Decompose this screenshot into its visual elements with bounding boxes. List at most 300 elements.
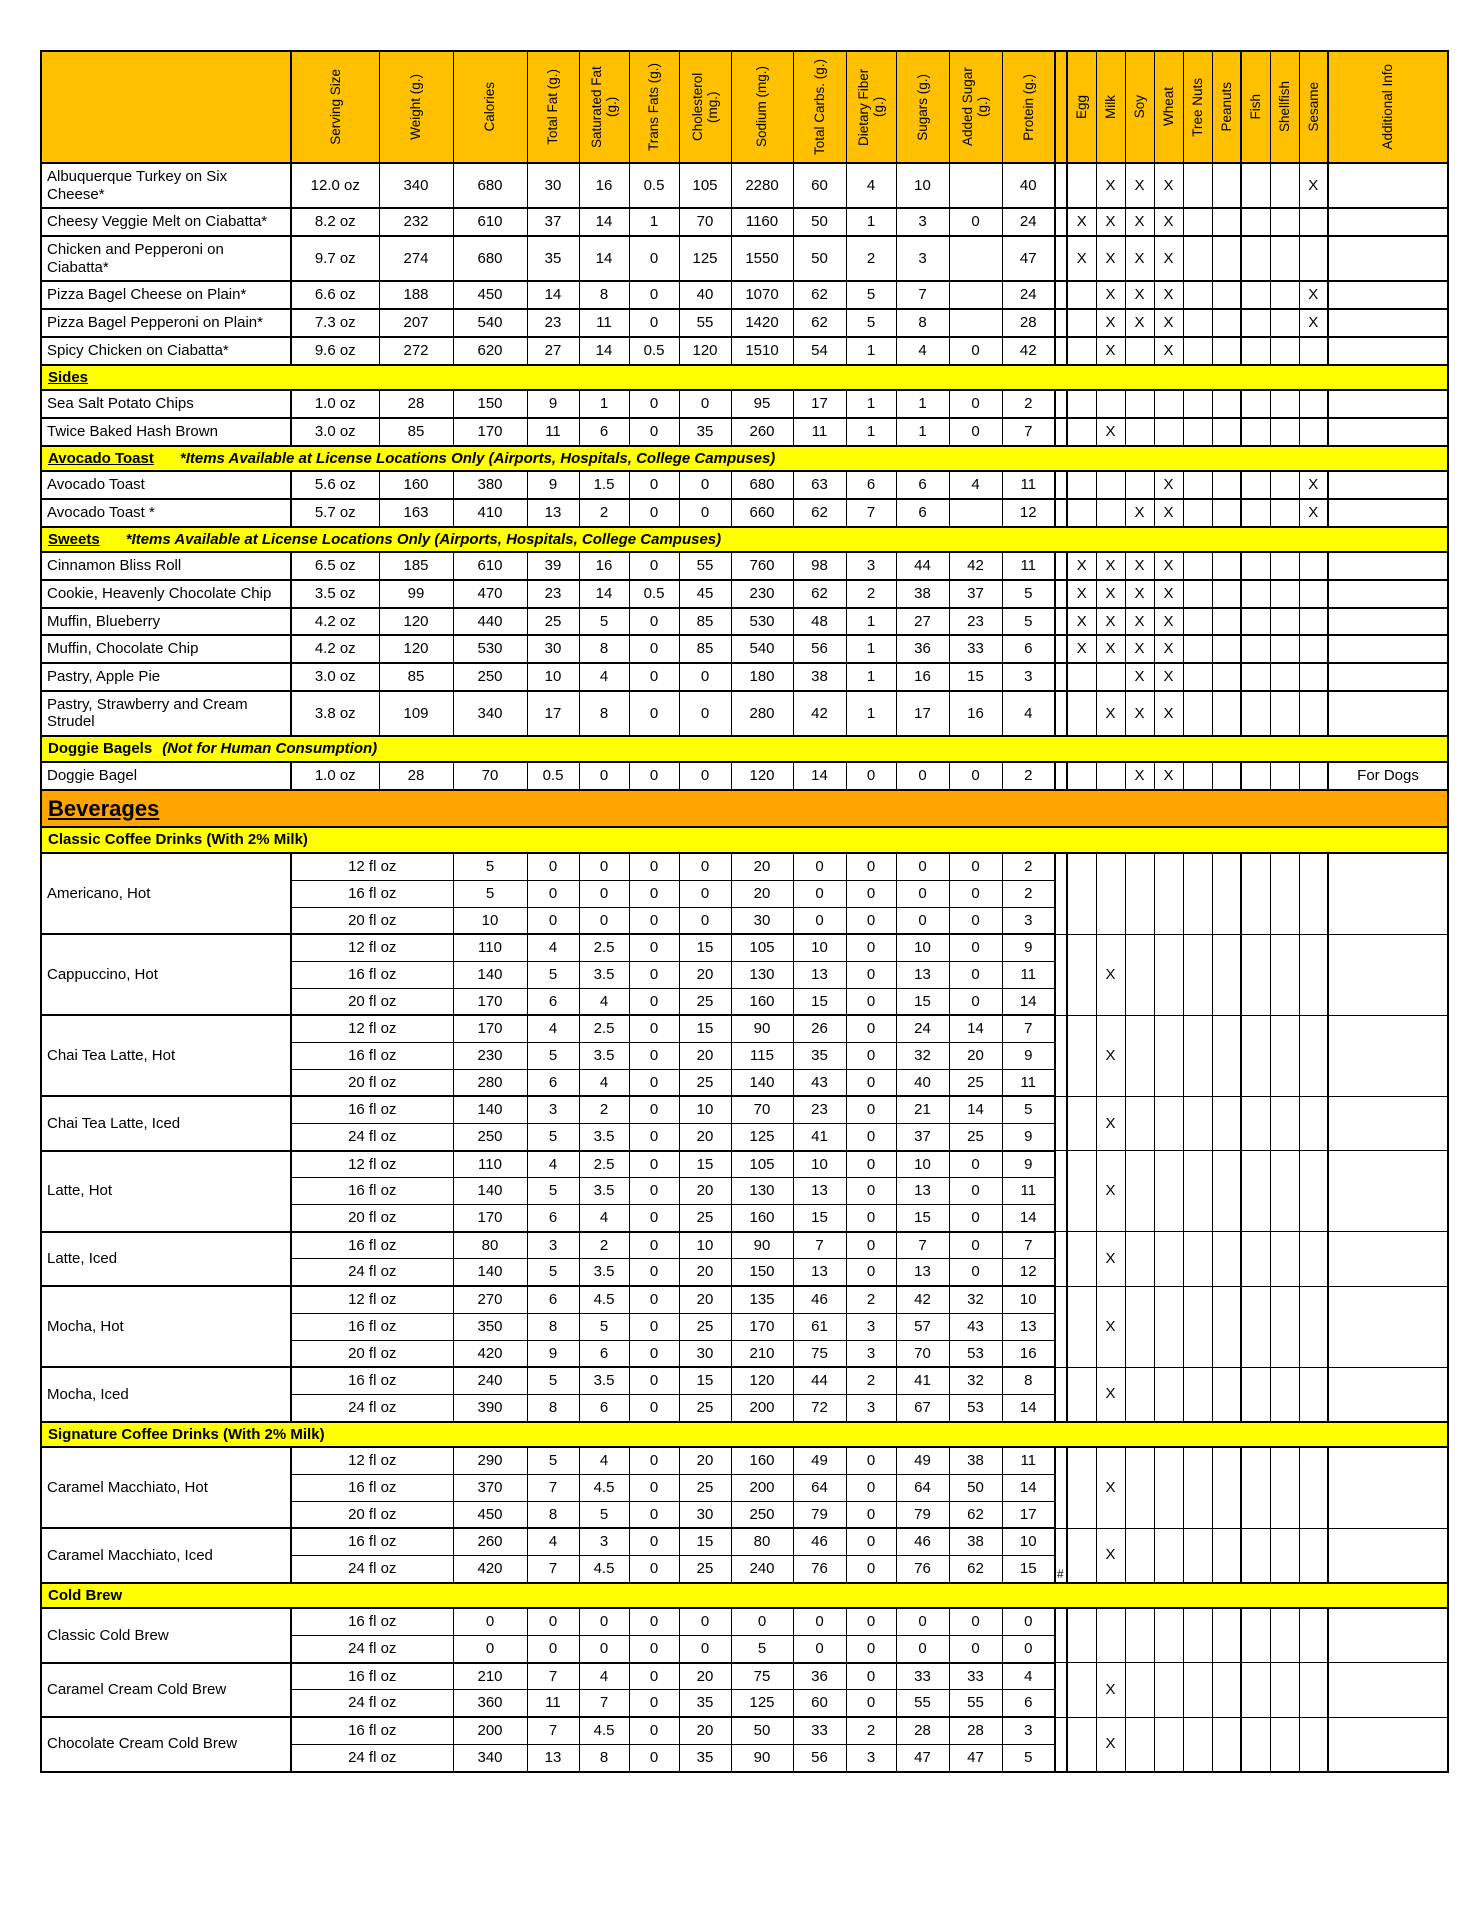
cell-weight: 160	[379, 471, 453, 499]
cell-trans-fats: 0	[629, 1015, 679, 1042]
cell-total-fat: 0	[527, 853, 579, 880]
cell-sodium: 120	[731, 762, 793, 790]
cell-sodium: 1550	[731, 236, 793, 281]
cell-saturated-fat: 3.5	[579, 961, 629, 988]
item-name: Chai Tea Latte, Hot	[41, 1015, 291, 1096]
item-name: Americano, Hot	[41, 853, 291, 934]
cell-protein: 24	[1002, 281, 1055, 309]
cell-spacer	[1055, 635, 1067, 663]
cell-total-fat: 5	[527, 1042, 579, 1069]
cell-allergen-sesame	[1299, 1151, 1328, 1232]
cell-protein: 5	[1002, 608, 1055, 636]
cell-spacer	[1055, 281, 1067, 309]
cell-calories: 440	[453, 608, 527, 636]
cell-added-sugar: 0	[949, 988, 1002, 1015]
cell-saturated-fat: 2	[579, 1232, 629, 1259]
cell-added-sugar: 23	[949, 608, 1002, 636]
cell-cholesterol: 15	[679, 1367, 731, 1394]
section-label: Classic Coffee Drinks (With 2% Milk)	[48, 831, 308, 849]
cell-allergen-shellfish	[1270, 471, 1299, 499]
cell-total-fat: 9	[527, 471, 579, 499]
cell-allergen-fish	[1241, 236, 1270, 281]
cell-cholesterol: 35	[679, 418, 731, 446]
cell-additional-info	[1328, 499, 1448, 527]
cell-protein: 11	[1002, 471, 1055, 499]
cell-protein: 14	[1002, 1474, 1055, 1501]
cell-allergen-wheat: X	[1154, 608, 1183, 636]
cell-trans-fats: 0	[629, 1528, 679, 1555]
cell-total-fat: 13	[527, 499, 579, 527]
cell-total-fat: 5	[527, 1259, 579, 1286]
cell-serving: 3.0 oz	[291, 418, 379, 446]
cell-allergen-egg: X	[1067, 635, 1096, 663]
item-name: Latte, Hot	[41, 1151, 291, 1232]
cell-serving: 20 fl oz	[291, 1205, 453, 1232]
cell-allergen-milk: X	[1096, 1015, 1125, 1096]
cell-protein: 24	[1002, 208, 1055, 236]
cell-sodium: 530	[731, 608, 793, 636]
cell-saturated-fat: 3.5	[579, 1124, 629, 1151]
cell-spacer	[1055, 163, 1067, 208]
cell-added-sugar: 0	[949, 418, 1002, 446]
col-header-wheat	[1154, 51, 1183, 163]
cell-total-carbs: 98	[793, 552, 846, 580]
cell-dietary-fiber: 3	[846, 552, 896, 580]
item-name: Chai Tea Latte, Iced	[41, 1096, 291, 1150]
cell-dietary-fiber: 2	[846, 1286, 896, 1313]
cell-saturated-fat: 0	[579, 1636, 629, 1663]
cell-allergen-wheat: X	[1154, 663, 1183, 691]
cell-calories: 680	[453, 163, 527, 208]
cell-allergen-sesame: X	[1299, 163, 1328, 208]
cell-allergen-soy: X	[1125, 499, 1154, 527]
cell-allergen-fish	[1241, 281, 1270, 309]
cell-cholesterol: 25	[679, 1313, 731, 1340]
cell-allergen-shellfish	[1270, 337, 1299, 365]
cell-allergen-peanuts	[1212, 1608, 1241, 1662]
cell-allergen-fish	[1241, 1096, 1270, 1150]
cell-serving: 16 fl oz	[291, 1178, 453, 1205]
cell-dietary-fiber: 1	[846, 691, 896, 736]
variant-row-caramel-macchiato-iced-16-fl-oz	[41, 1528, 1448, 1555]
cell-added-sugar: 0	[949, 1259, 1002, 1286]
cell-allergen-wheat	[1154, 853, 1183, 934]
cell-total-carbs: 56	[793, 1744, 846, 1771]
cell-allergen-sesame: X	[1299, 281, 1328, 309]
cell-serving: 8.2 oz	[291, 208, 379, 236]
cell-allergen-sesame: X	[1299, 309, 1328, 337]
cell-calories: 450	[453, 1501, 527, 1528]
cell-allergen-milk: X	[1096, 1232, 1125, 1286]
col-header-sesame	[1299, 51, 1328, 163]
cell-sugars: 0	[896, 762, 949, 790]
cell-allergen-soy: X	[1125, 635, 1154, 663]
col-header-label: Dietary Fiber (g.)	[855, 68, 886, 146]
cell-allergen-egg: X	[1067, 608, 1096, 636]
cell-trans-fats: 0	[629, 1501, 679, 1528]
cell-cholesterol: 0	[679, 880, 731, 907]
cell-sodium: 660	[731, 499, 793, 527]
col-header-calories	[453, 51, 527, 163]
cell-allergen-soy: X	[1125, 163, 1154, 208]
item-name: Chicken and Pepperoni on Ciabatta*	[41, 236, 291, 281]
cell-allergen-shellfish	[1270, 635, 1299, 663]
cell-allergen-egg	[1067, 1663, 1096, 1717]
cell-total-carbs: 76	[793, 1556, 846, 1583]
cell-trans-fats: 0	[629, 961, 679, 988]
cell-saturated-fat: 6	[579, 1394, 629, 1421]
cell-calories: 350	[453, 1313, 527, 1340]
cell-allergen-sesame	[1299, 691, 1328, 736]
cell-serving: 20 fl oz	[291, 1501, 453, 1528]
cell-protein: 12	[1002, 1259, 1055, 1286]
cell-cholesterol: 0	[679, 907, 731, 934]
cell-total-fat: 11	[527, 1690, 579, 1717]
cell-total-carbs: 49	[793, 1447, 846, 1474]
cell-total-fat: 0	[527, 907, 579, 934]
cell-total-carbs: 13	[793, 961, 846, 988]
cell-serving: 12 fl oz	[291, 1151, 453, 1178]
cell-calories: 5	[453, 880, 527, 907]
item-name: Twice Baked Hash Brown	[41, 418, 291, 446]
cell-added-sugar: 33	[949, 1663, 1002, 1690]
variant-row-chocolate-cream-cold-brew-16-fl-oz	[41, 1717, 1448, 1744]
cell-protein: 8	[1002, 1367, 1055, 1394]
cell-protein: 17	[1002, 1501, 1055, 1528]
cell-saturated-fat: 3.5	[579, 1367, 629, 1394]
cell-weight: 109	[379, 691, 453, 736]
cell-total-fat: 4	[527, 1151, 579, 1178]
cell-allergen-soy: X	[1125, 208, 1154, 236]
cell-protein: 4	[1002, 691, 1055, 736]
cell-sugars: 8	[896, 309, 949, 337]
cell-added-sugar: 0	[949, 390, 1002, 418]
cell-saturated-fat: 0	[579, 1608, 629, 1635]
cell-saturated-fat: 3.5	[579, 1259, 629, 1286]
cell-allergen-fish	[1241, 309, 1270, 337]
cell-calories: 170	[453, 418, 527, 446]
cell-protein: 3	[1002, 663, 1055, 691]
cell-sodium: 140	[731, 1069, 793, 1096]
section-row-signature-coffee-drinks-with-2-milk	[41, 1422, 1448, 1448]
cell-allergen-wheat: X	[1154, 163, 1183, 208]
cell-allergen-milk	[1096, 499, 1125, 527]
cell-sugars: 57	[896, 1313, 949, 1340]
col-header-label: Soy	[1131, 95, 1147, 119]
cell-spacer	[1055, 1447, 1067, 1528]
cell-calories: 610	[453, 552, 527, 580]
cell-allergen-soy	[1125, 1232, 1154, 1286]
cell-spacer	[1055, 1015, 1067, 1096]
cell-trans-fats: 0	[629, 988, 679, 1015]
cell-allergen-tree-nuts	[1183, 309, 1212, 337]
cell-sugars: 33	[896, 1663, 949, 1690]
cell-protein: 9	[1002, 934, 1055, 961]
cell-allergen-shellfish	[1270, 663, 1299, 691]
cell-total-carbs: 54	[793, 337, 846, 365]
cell-total-carbs: 62	[793, 309, 846, 337]
cell-additional-info	[1328, 281, 1448, 309]
cell-added-sugar: 20	[949, 1042, 1002, 1069]
cell-serving: 16 fl oz	[291, 961, 453, 988]
cell-allergen-peanuts	[1212, 1447, 1241, 1528]
cell-trans-fats: 0	[629, 236, 679, 281]
cell-cholesterol: 25	[679, 1394, 731, 1421]
cell-sodium: 130	[731, 1178, 793, 1205]
cell-total-fat: 30	[527, 635, 579, 663]
cell-weight: 85	[379, 663, 453, 691]
col-header-sodium	[731, 51, 793, 163]
cell-sodium: 2280	[731, 163, 793, 208]
cell-total-fat: 30	[527, 163, 579, 208]
item-row-avocado-toast	[41, 471, 1448, 499]
cell-protein: 15	[1002, 1556, 1055, 1583]
cell-allergen-fish	[1241, 552, 1270, 580]
cell-allergen-milk	[1096, 762, 1125, 790]
cell-additional-info	[1328, 1717, 1448, 1771]
cell-calories: 290	[453, 1447, 527, 1474]
cell-allergen-soy	[1125, 1447, 1154, 1528]
col-header-trans-fats	[629, 51, 679, 163]
cell-dietary-fiber: 1	[846, 663, 896, 691]
cell-allergen-milk: X	[1096, 1717, 1125, 1771]
col-header-label: Sesame	[1305, 82, 1321, 132]
cell-sodium: 75	[731, 1663, 793, 1690]
col-header-total-carbs	[793, 51, 846, 163]
cell-allergen-tree-nuts	[1183, 580, 1212, 608]
cell-weight: 185	[379, 552, 453, 580]
cell-calories: 70	[453, 762, 527, 790]
cell-protein: 5	[1002, 1744, 1055, 1771]
table-body	[41, 163, 1448, 1772]
cell-weight: 120	[379, 608, 453, 636]
cell-added-sugar: 62	[949, 1556, 1002, 1583]
cell-allergen-milk	[1096, 663, 1125, 691]
cell-allergen-milk: X	[1096, 635, 1125, 663]
cell-allergen-milk: X	[1096, 418, 1125, 446]
cell-weight: 85	[379, 418, 453, 446]
cell-serving: 12 fl oz	[291, 1015, 453, 1042]
cell-spacer	[1055, 691, 1067, 736]
cell-total-carbs: 23	[793, 1096, 846, 1123]
cell-added-sugar: 0	[949, 1232, 1002, 1259]
cell-allergen-shellfish	[1270, 281, 1299, 309]
cell-dietary-fiber: 3	[846, 1313, 896, 1340]
cell-allergen-soy	[1125, 1015, 1154, 1096]
cell-total-carbs: 61	[793, 1313, 846, 1340]
col-header-weight	[379, 51, 453, 163]
cell-cholesterol: 105	[679, 163, 731, 208]
cell-total-carbs: 38	[793, 663, 846, 691]
cell-allergen-egg	[1067, 691, 1096, 736]
cell-allergen-wheat: X	[1154, 236, 1183, 281]
cell-dietary-fiber: 0	[846, 762, 896, 790]
cell-dietary-fiber: 0	[846, 1232, 896, 1259]
cell-sodium: 0	[731, 1608, 793, 1635]
cell-total-fat: 0	[527, 880, 579, 907]
cell-allergen-milk: X	[1096, 337, 1125, 365]
cell-protein: 28	[1002, 309, 1055, 337]
cell-dietary-fiber: 6	[846, 471, 896, 499]
cell-saturated-fat: 3.5	[579, 1042, 629, 1069]
cell-added-sugar	[949, 163, 1002, 208]
cell-allergen-peanuts	[1212, 853, 1241, 934]
cell-sugars: 32	[896, 1042, 949, 1069]
cell-allergen-wheat: X	[1154, 471, 1183, 499]
cell-allergen-shellfish	[1270, 691, 1299, 736]
variant-row-mocha-hot-12-fl-oz	[41, 1286, 1448, 1313]
cell-trans-fats: 1	[629, 208, 679, 236]
cell-allergen-sesame	[1299, 208, 1328, 236]
col-header-protein	[1002, 51, 1055, 163]
cell-trans-fats: 0	[629, 934, 679, 961]
cell-serving: 16 fl oz	[291, 1663, 453, 1690]
cell-additional-info	[1328, 1367, 1448, 1421]
cell-allergen-peanuts	[1212, 1151, 1241, 1232]
cell-weight: 163	[379, 499, 453, 527]
cell-cholesterol: 25	[679, 1556, 731, 1583]
cell-allergen-peanuts	[1212, 390, 1241, 418]
cell-sodium: 160	[731, 1205, 793, 1232]
cell-allergen-egg	[1067, 1015, 1096, 1096]
cell-allergen-wheat	[1154, 1015, 1183, 1096]
cell-saturated-fat: 4	[579, 1447, 629, 1474]
cell-serving: 16 fl oz	[291, 1042, 453, 1069]
cell-additional-info	[1328, 580, 1448, 608]
cell-protein: 12	[1002, 499, 1055, 527]
cell-cholesterol: 55	[679, 552, 731, 580]
cell-sodium: 130	[731, 961, 793, 988]
cell-sugars: 3	[896, 208, 949, 236]
cell-allergen-sesame	[1299, 236, 1328, 281]
cell-sugars: 47	[896, 1744, 949, 1771]
cell-serving: 12.0 oz	[291, 163, 379, 208]
cell-cholesterol: 0	[679, 499, 731, 527]
cell-allergen-sesame	[1299, 1608, 1328, 1662]
cell-saturated-fat: 14	[579, 337, 629, 365]
cell-allergen-sesame	[1299, 418, 1328, 446]
cell-total-fat: 6	[527, 1069, 579, 1096]
cell-allergen-fish	[1241, 337, 1270, 365]
cell-sugars: 24	[896, 1015, 949, 1042]
cell-allergen-tree-nuts	[1183, 1367, 1212, 1421]
cell-allergen-sesame	[1299, 1286, 1328, 1367]
cell-saturated-fat: 2.5	[579, 1015, 629, 1042]
cell-added-sugar: 14	[949, 1015, 1002, 1042]
cell-calories: 410	[453, 499, 527, 527]
cell-allergen-tree-nuts	[1183, 691, 1212, 736]
col-header-serving	[291, 51, 379, 163]
cell-added-sugar: 0	[949, 961, 1002, 988]
cell-saturated-fat: 7	[579, 1690, 629, 1717]
cell-added-sugar: 43	[949, 1313, 1002, 1340]
cell-allergen-peanuts	[1212, 163, 1241, 208]
cell-allergen-tree-nuts	[1183, 418, 1212, 446]
cell-total-carbs: 62	[793, 499, 846, 527]
cell-sodium: 5	[731, 1636, 793, 1663]
cell-protein: 11	[1002, 1447, 1055, 1474]
item-row-cookie-heavenly-chocolate-chip	[41, 580, 1448, 608]
cell-total-carbs: 26	[793, 1015, 846, 1042]
col-header-added-sugar	[949, 51, 1002, 163]
cell-cholesterol: 15	[679, 1151, 731, 1178]
cell-dietary-fiber: 1	[846, 608, 896, 636]
col-header-label: Egg	[1074, 94, 1090, 120]
cell-weight: 28	[379, 390, 453, 418]
cell-total-fat: 9	[527, 1340, 579, 1367]
cell-trans-fats: 0	[629, 1232, 679, 1259]
cell-trans-fats: 0	[629, 1124, 679, 1151]
cell-allergen-soy: X	[1125, 309, 1154, 337]
cell-sugars: 21	[896, 1096, 949, 1123]
cell-allergen-fish	[1241, 1447, 1270, 1528]
cell-total-fat: 5	[527, 1124, 579, 1151]
cell-allergen-egg: X	[1067, 236, 1096, 281]
cell-allergen-shellfish	[1270, 1528, 1299, 1582]
cell-allergen-egg	[1067, 163, 1096, 208]
cell-weight: 232	[379, 208, 453, 236]
cell-allergen-peanuts	[1212, 337, 1241, 365]
cell-total-fat: 37	[527, 208, 579, 236]
cell-added-sugar: 32	[949, 1367, 1002, 1394]
cell-allergen-fish	[1241, 1663, 1270, 1717]
cell-total-fat: 4	[527, 1528, 579, 1555]
cell-serving: 16 fl oz	[291, 1608, 453, 1635]
cell-allergen-tree-nuts	[1183, 163, 1212, 208]
cell-allergen-milk: X	[1096, 236, 1125, 281]
cell-serving: 16 fl oz	[291, 1232, 453, 1259]
cell-allergen-wheat	[1154, 1151, 1183, 1232]
cell-total-fat: 7	[527, 1556, 579, 1583]
cell-allergen-tree-nuts	[1183, 1096, 1212, 1150]
cell-dietary-fiber: 0	[846, 1556, 896, 1583]
cell-total-carbs: 50	[793, 236, 846, 281]
cell-allergen-milk: X	[1096, 208, 1125, 236]
section-note: *Items Available at License Locations Only (Airports, Hospitals, College Campuses)	[179, 449, 776, 467]
cell-allergen-tree-nuts	[1183, 1151, 1212, 1232]
cell-saturated-fat: 11	[579, 309, 629, 337]
cell-allergen-egg	[1067, 762, 1096, 790]
section-cell	[41, 736, 1448, 762]
cell-allergen-wheat	[1154, 1447, 1183, 1528]
cell-dietary-fiber: 1	[846, 418, 896, 446]
cell-serving: 16 fl oz	[291, 1717, 453, 1744]
section-label: Signature Coffee Drinks (With 2% Milk)	[48, 1425, 325, 1443]
section-label: Cold Brew	[48, 1586, 123, 1604]
cell-trans-fats: 0	[629, 1313, 679, 1340]
nutrition-table	[40, 50, 1449, 1773]
cell-allergen-sesame	[1299, 663, 1328, 691]
variant-row-latte-hot-12-fl-oz	[41, 1151, 1448, 1178]
cell-cholesterol: 40	[679, 281, 731, 309]
cell-serving: 24 fl oz	[291, 1690, 453, 1717]
cell-allergen-milk	[1096, 1608, 1125, 1662]
cell-cholesterol: 125	[679, 236, 731, 281]
cell-saturated-fat: 16	[579, 552, 629, 580]
cell-additional-info	[1328, 208, 1448, 236]
variant-row-americano-hot-12-fl-oz	[41, 853, 1448, 880]
cell-saturated-fat: 8	[579, 281, 629, 309]
cell-protein: 14	[1002, 988, 1055, 1015]
col-header-cholesterol	[679, 51, 731, 163]
col-header-peanuts	[1212, 51, 1241, 163]
cell-total-fat: 7	[527, 1663, 579, 1690]
cell-allergen-fish	[1241, 499, 1270, 527]
cell-allergen-fish	[1241, 163, 1270, 208]
cell-allergen-peanuts	[1212, 208, 1241, 236]
cell-cholesterol: 0	[679, 853, 731, 880]
cell-added-sugar: 0	[949, 880, 1002, 907]
